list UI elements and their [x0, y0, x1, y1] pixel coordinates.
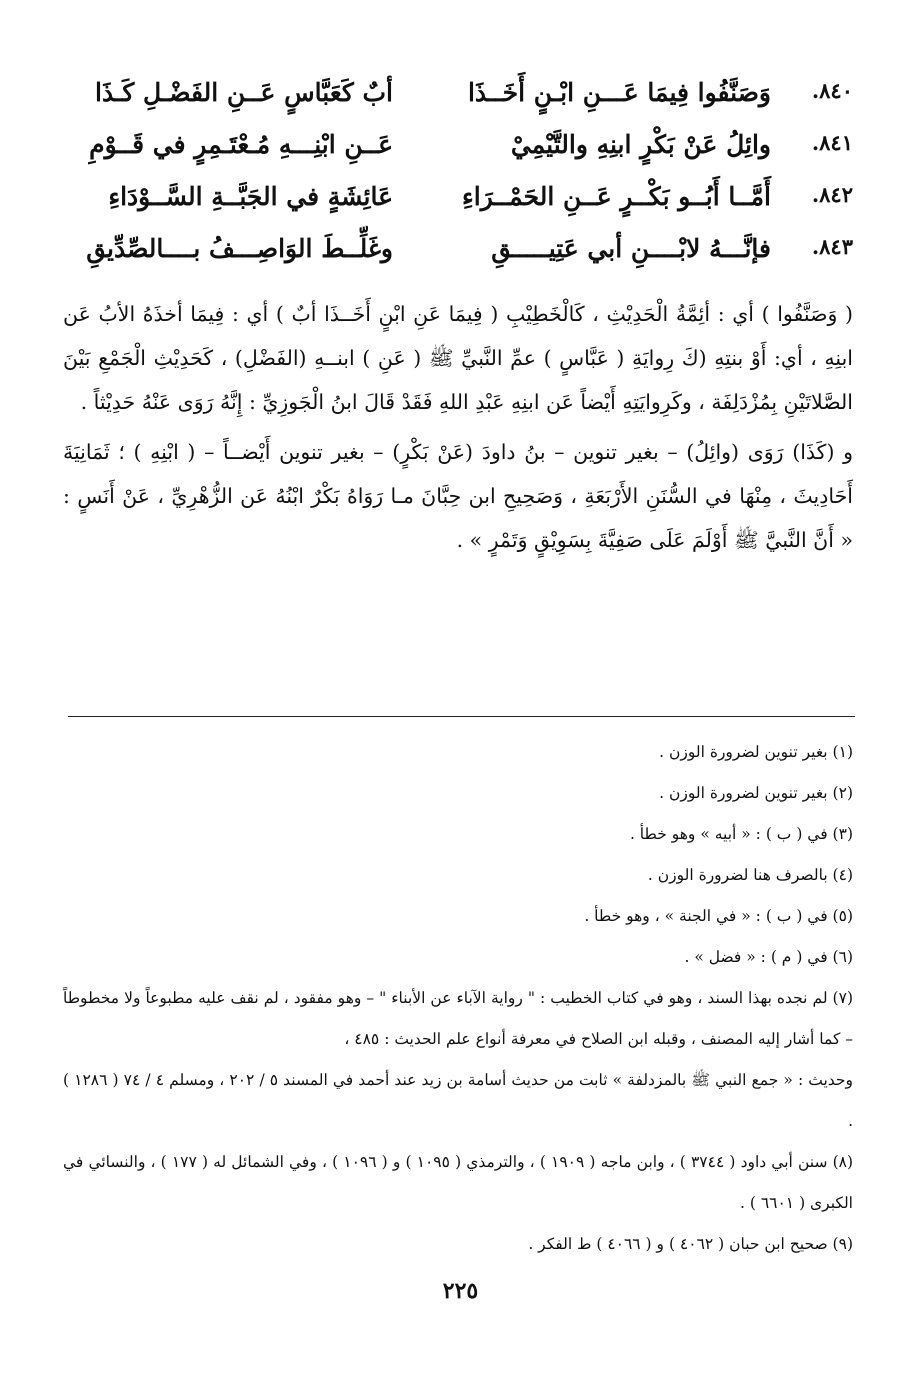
verse-second-hemistich: وغَلِّــطَ الوَاصِـــفُ بــــالصِّدِّيقِ: [86, 234, 393, 263]
verse-first-hemistich: وَصَنَّفُوا فِيمَا عَـــنِ ابْـنٍ أَخَــذَا: [467, 78, 771, 107]
footnote-text: (٣) في ( ب ) : « أبيه » وهو خطأ .: [629, 825, 853, 843]
footnote-2: [63, 773, 853, 814]
verse-843: [63, 226, 853, 278]
commentary-paragraph-1: ( وَصَنَّفُوا ) أي : أئِمَّةُ الْحَدِيْثِ ، كَالْخَطِيْبِ ( فِيمَا عَنِ ابْنٍ أَخَــذَا أبٌ ) أي : فِيمَا أخذَهُ الأبُ عَن ابنِهِ ، أي: أَوْ بنتِهِ (كَ رِوايَةِ ( عَبَّاسٍ ) عمِّ النَّبيِّ ﷺ ( عَنِ ) ابنــهِ (الفَضْلِ) ، كَحَدِيْثِ الْجَمْعِ بَيْنَ الصَّلاتَيْنِ بِمُزْدَلِفَة ، وكَرِوايَتِهِ أَيْضاً عَن ابنِهِ عَبْدِ اللهِ فَقَدْ قَالَ ابنُ الْجَوزِيِّ : إِنَّهُ رَوَى عَنْهُ حَدِيْثاً .: [63, 302, 853, 414]
verse-second-hemistich: عَــنِ ابْنِـــهِ مُـعْتَـمِرٍ في قَــوْمِ: [89, 130, 393, 159]
footnote-text: (٢) بغير تنوين لضرورة الوزن .: [659, 784, 853, 802]
footnote-text: (٦) في ( م ) : « فضل » .: [684, 948, 853, 966]
footnote-text: (٧) لم نجده بهذا السند ، وهو في كتاب الخطيب : " رواية الآباء عن الأبناء " – وهو مفقود ، لم نقف عليه مطبوعاً ولا مخطوطاً – كما أشار إليه المصنف ، وقبله ابن الصلاح في معرفة أنواع علم الحديث : ٤٨٥ ،: [63, 989, 853, 1048]
commentary-paragraph-2: و (كَذَا) رَوَى (وائِلُ) – بغير تنوين – بنُ داودَ (عَنْ بَكْرٍ) – بغير تنوين أَيْضــاً – ( ابْنِهِ ) ؛ ثَمَانِيَةَ أَحَادِيثَ ، مِنْهَا في السُّنَنِ الأَرْبَعَةِ ، وَصَحِيحِ ابن حِبَّانَ مـا رَوَاهُ بَكْرٌ ابْنُهُ عَن الزُّهْرِيِّ ، عَنْ أَنَسٍ : « أَنَّ النَّبيَّ ﷺ أَوْلَمَ عَلَى صَفِيَّةَ بِسَوِيْقٍ وَتَمْرٍ » .: [63, 440, 853, 552]
poem-verses: [63, 70, 853, 278]
footnote-8: [63, 1142, 853, 1224]
verse-840: [63, 70, 853, 122]
footnotes: [63, 732, 853, 1265]
footnote-5: [63, 896, 853, 937]
commentary-text: [63, 292, 853, 562]
footnote-6: [63, 937, 853, 978]
footnote-continuation: وحديث : « جمع النبي ﷺ بالمزدلفة » ثابت من حديث أسامة بن زيد عند أحمد في المسند ٥ / ٢٠٢ ، ومسلم ٤ / ٧٤ ( ١٢٨٦ ) .: [63, 1071, 853, 1130]
verse-number: ٨٤٣.: [811, 234, 853, 259]
verse-first-hemistich: أَمَّــا أَبُــو بَكْــرٍ عَــنِ الحَمْــرَاءِ: [462, 182, 771, 211]
footnote-text: (٥) في ( ب ) : « في الجنة » ، وهو خطأ .: [584, 907, 853, 925]
verse-number: ٨٤٠.: [811, 78, 853, 103]
footnote-text: (٩) صحيح ابن حبان ( ٤٠٦٢ ) و ( ٤٠٦٦ ) ط الفكر .: [528, 1235, 853, 1253]
verse-841: [63, 122, 853, 174]
footnote-3: [63, 814, 853, 855]
footnote-4: [63, 855, 853, 896]
verse-842: [63, 174, 853, 226]
footnote-divider: [68, 716, 855, 717]
verse-first-hemistich: فإنَّـــهُ لابْــــنِ أبي عَتِيـــــقِ: [491, 234, 771, 263]
verse-second-hemistich: أبٌ كَعَبَّاسٍ عَــنِ الفَضْـلِ كَـذَا: [95, 78, 393, 107]
page-number: ٢٢٥: [442, 1278, 479, 1304]
footnote-7: [63, 978, 853, 1142]
footnote-text: (٨) سنن أبي داود ( ٣٧٤٤ ) ، وابن ماجه ( ١٩٠٩ ) ، والترمذي ( ١٠٩٥ ) و ( ١٠٩٦ ) ، وفي الشمائل له ( ١٧٧ ) ، والنسائي في الكبرى ( ٦٦٠١ ) .: [63, 1153, 854, 1212]
verse-number: ٨٤١.: [811, 130, 853, 155]
verse-number: ٨٤٢.: [811, 182, 853, 207]
verse-second-hemistich: عَائِشَةٍ في الجَبَّــةِ السَّــوْدَاءِ: [108, 182, 393, 211]
footnote-text: (١) بغير تنوين لضرورة الوزن .: [659, 743, 853, 761]
footnote-9: [63, 1224, 853, 1265]
footnote-1: [63, 732, 853, 773]
footnote-text: (٤) بالصرف هنا لضرورة الوزن .: [647, 866, 853, 884]
verse-first-hemistich: وائِلُ عَنْ بَكْرٍ ابنِهِ والتَّيْمِيْ: [510, 130, 771, 159]
